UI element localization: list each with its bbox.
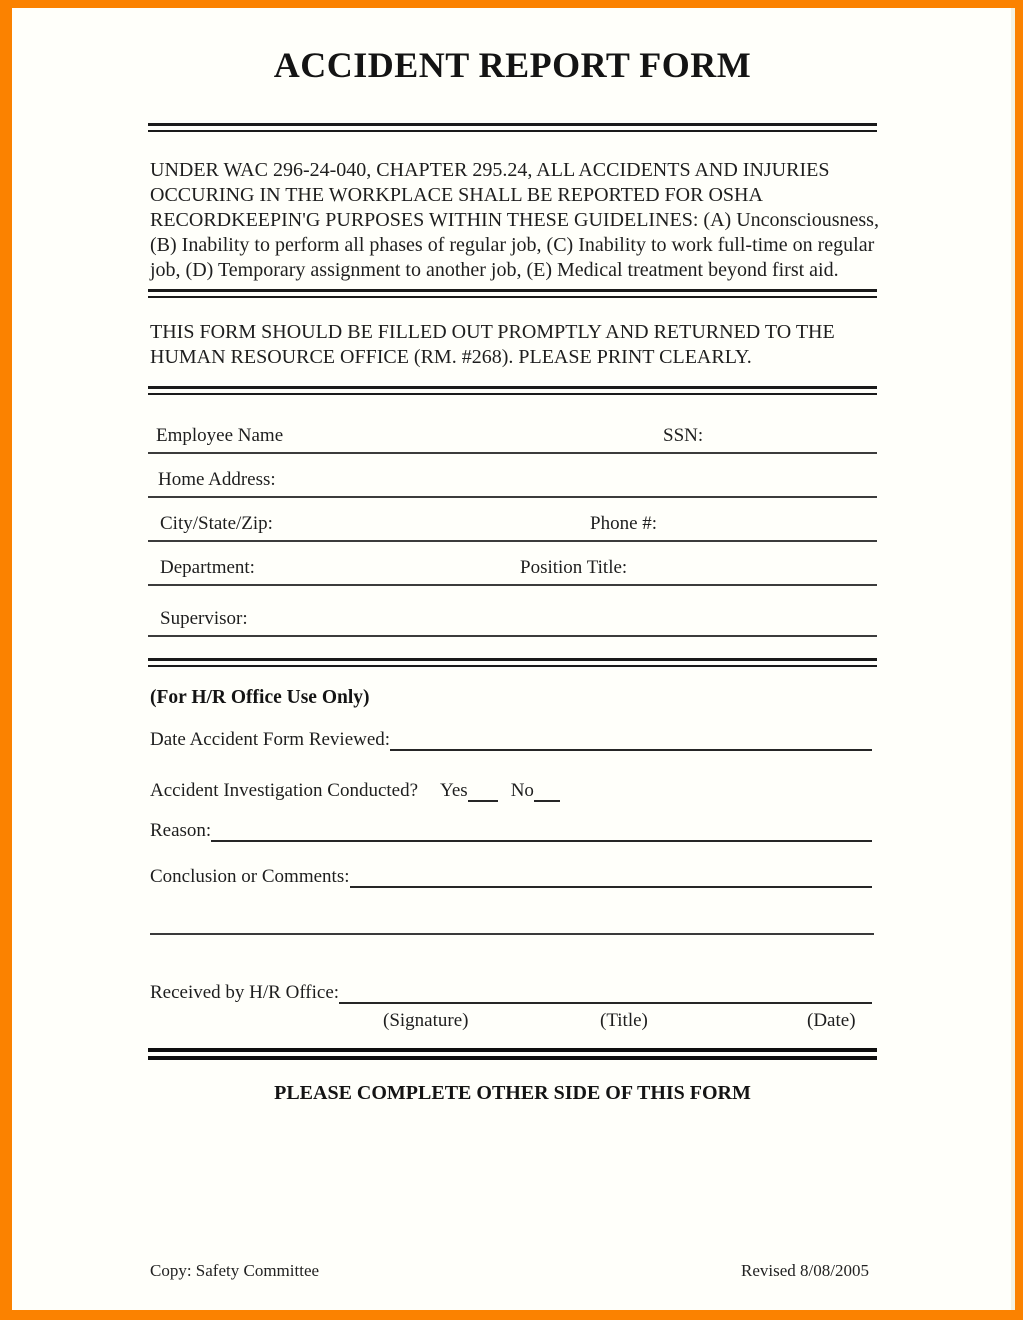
form-title: ACCIDENT REPORT FORM xyxy=(273,45,752,85)
double-rule-hr-section xyxy=(148,658,877,667)
intro-line-3: RECORDKEEPIN'G PURPOSES WITHIN THESE GUIDELINES: (A) Unconsciousness, xyxy=(150,209,879,231)
reason-field-line[interactable] xyxy=(211,814,872,842)
reason-label: Reason: xyxy=(150,820,212,841)
conclusion-row xyxy=(150,860,872,888)
department-field[interactable] xyxy=(148,550,877,586)
position-title-label: Position Title: xyxy=(520,557,628,578)
hr-office-heading: (For H/R Office Use Only) xyxy=(150,687,370,708)
no-label: No xyxy=(510,780,534,801)
document-page xyxy=(12,8,1011,1310)
ssn-label: SSN: xyxy=(663,425,704,446)
phone-label: Phone #: xyxy=(590,513,658,534)
intro-line-1: UNDER WAC 296-24-040, CHAPTER 295.24, ALL ACCIDENTS AND INJURIES xyxy=(150,159,830,181)
intro-line-5: job, (D) Temporary assignment to another job, (E) Medical treatment beyond first aid. xyxy=(150,259,839,281)
city-state-zip-field[interactable] xyxy=(148,506,877,542)
intro-line-4: (B) Inability to perform all phases of regular job, (C) Inability to work full-time on regular xyxy=(150,234,875,256)
yes-label: Yes xyxy=(440,780,468,801)
double-rule-bottom xyxy=(148,1048,877,1060)
employee-name-label: Employee Name xyxy=(156,425,284,446)
date-caption: (Date) xyxy=(807,1010,856,1031)
notice-line-2: HUMAN RESOURCE OFFICE (RM. #268). PLEASE PRINT CLEARLY. xyxy=(150,346,752,368)
yes-field-line[interactable] xyxy=(468,774,498,802)
received-field-line[interactable] xyxy=(339,976,872,1004)
return-notice xyxy=(150,320,890,370)
title-caption: (Title) xyxy=(600,1010,648,1031)
home-address-field[interactable] xyxy=(148,462,877,498)
intro-paragraph xyxy=(150,158,890,283)
investigation-row xyxy=(150,776,560,802)
department-label: Department: xyxy=(160,557,255,578)
conclusion-continuation-line[interactable] xyxy=(150,933,874,935)
footer-revised-text: Revised 8/08/2005 xyxy=(741,1261,869,1280)
date-reviewed-field-line[interactable] xyxy=(390,723,872,751)
no-field-line[interactable] xyxy=(534,774,560,802)
page-edge-shadow xyxy=(1011,8,1015,1310)
received-row xyxy=(150,976,872,1004)
supervisor-field[interactable] xyxy=(148,601,877,637)
notice-line-1: THIS FORM SHOULD BE FILLED OUT PROMPTLY AND RETURNED TO THE xyxy=(150,321,835,343)
intro-line-2: OCCURING IN THE WORKPLACE SHALL BE REPORTED FOR OSHA xyxy=(150,184,763,206)
city-state-zip-label: City/State/Zip: xyxy=(160,513,273,534)
investigation-label: Accident Investigation Conducted? xyxy=(150,780,419,801)
complete-other-side-notice: PLEASE COMPLETE OTHER SIDE OF THIS FORM xyxy=(274,1082,751,1104)
date-reviewed-row xyxy=(150,723,872,751)
double-rule-notice-top xyxy=(148,289,877,298)
home-address-label: Home Address: xyxy=(158,469,276,490)
employee-name-field[interactable] xyxy=(148,418,877,454)
double-rule-notice-bottom xyxy=(148,386,877,395)
received-label: Received by H/R Office: xyxy=(150,982,340,1003)
signature-caption: (Signature) xyxy=(383,1010,469,1031)
double-rule-top xyxy=(148,123,877,132)
conclusion-field-line[interactable] xyxy=(350,860,873,888)
supervisor-label: Supervisor: xyxy=(160,608,248,629)
conclusion-label: Conclusion or Comments: xyxy=(150,866,350,887)
footer-copy-text: Copy: Safety Committee xyxy=(150,1261,320,1280)
date-reviewed-label: Date Accident Form Reviewed: xyxy=(150,729,391,750)
reason-row xyxy=(150,814,872,842)
